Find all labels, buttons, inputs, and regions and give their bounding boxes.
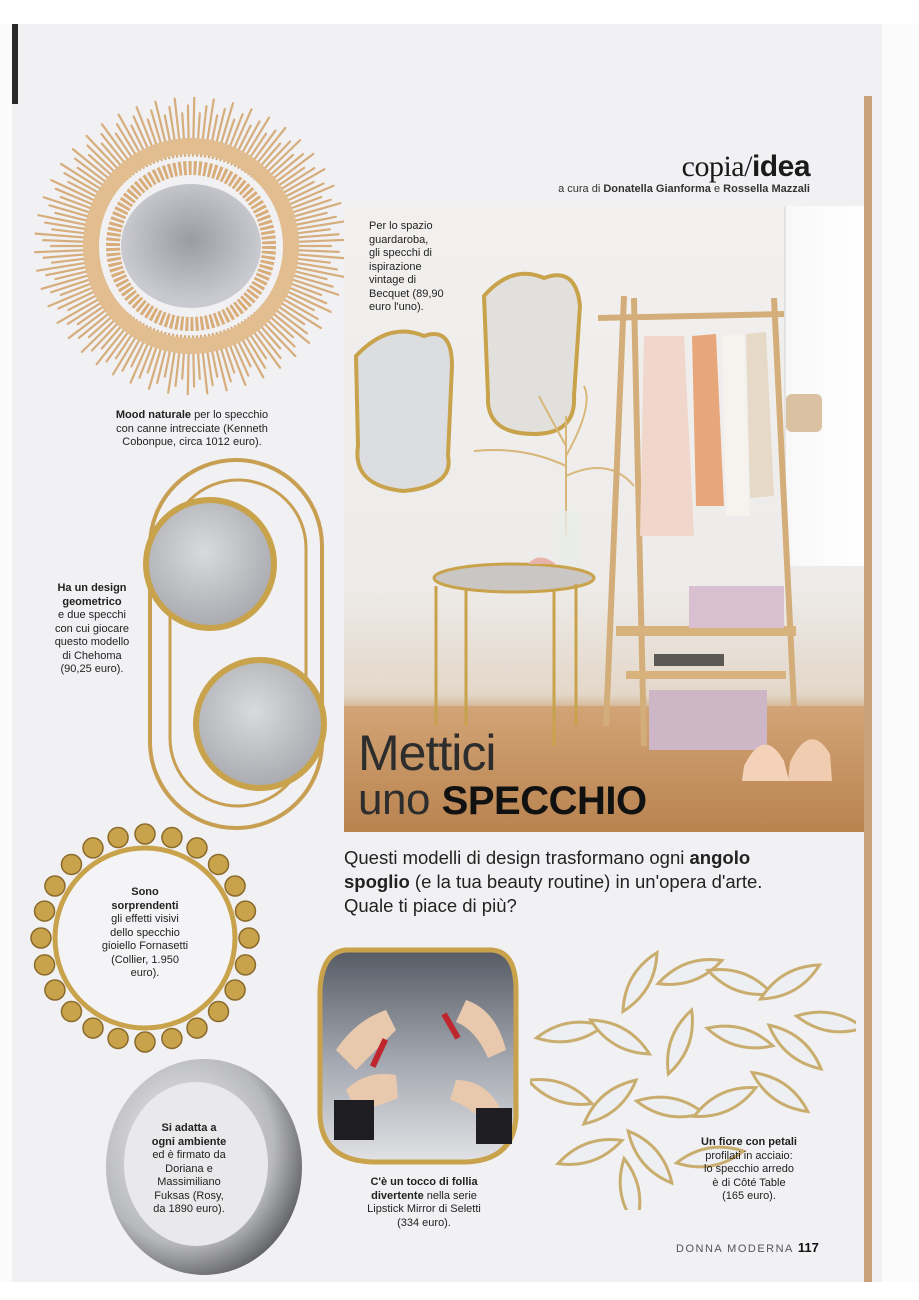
headline-bold: SPECCHIO — [441, 779, 647, 823]
author-1: Donatella Gianforma — [603, 183, 711, 195]
gold-bead — [31, 928, 51, 948]
footer-magazine-name: DONNA MODERNA — [676, 1243, 794, 1255]
caption-sunburst-line: con canne intrecciate (Kenneth — [116, 422, 268, 435]
gold-bead — [239, 928, 259, 948]
caption-fornasetti-line: gli effetti visivi — [111, 913, 179, 925]
gold-bead — [209, 854, 229, 874]
caption-geometric-line: e due specchi — [58, 609, 126, 621]
section-brand — [560, 150, 810, 184]
caption-wardrobe-line: ispirazione — [369, 260, 422, 273]
caption-fuksas — [134, 1122, 244, 1217]
caption-fornasetti-line: euro). — [130, 967, 160, 979]
caption-wardrobe-line: Per lo spazio — [369, 220, 433, 232]
caption-sunburst-line: per lo specchio — [194, 409, 269, 421]
geometric-mirror-image — [140, 456, 330, 834]
mirror-petal — [690, 1079, 759, 1124]
caption-geometric-line: questo modello — [54, 636, 130, 648]
intro-bold: angolo spoglio — [344, 847, 751, 892]
mirror-petal — [747, 1065, 813, 1119]
page-footer — [676, 1240, 819, 1255]
author-2: Rossella Mazzali — [723, 183, 810, 195]
caption-fornasetti-bold: Sono — [131, 886, 159, 898]
caption-wardrobe-line: Becquet (89,90 — [369, 287, 444, 300]
caption-fornasetti-line: (Collier, 1.950 — [111, 953, 179, 966]
page-edge — [864, 96, 872, 1282]
caption-seletti-line: (334 euro). — [397, 1216, 451, 1229]
mirror-petal — [795, 1007, 856, 1037]
caption-fornasetti-bold: sorprendenti — [111, 899, 179, 912]
gold-bead — [61, 854, 81, 874]
caption-geometric-bold: Ha un design — [57, 582, 127, 594]
intro-part-2: (e la tua beauty routine) in un'opera d'arte. Quale ti piace di più? — [344, 871, 763, 916]
caption-fuksas-line: ed è firmato da — [152, 1149, 226, 1161]
gold-bead — [225, 980, 245, 1000]
gold-bead — [35, 901, 55, 921]
gold-bead — [45, 876, 65, 896]
gold-bead — [162, 1028, 182, 1048]
caption-sunburst-line: Cobonpue, circa 1012 euro). — [122, 436, 262, 448]
caption-wardrobe-line: guardaroba, — [369, 233, 429, 246]
caption-fuksas-line: Massimiliano — [157, 1176, 221, 1188]
scan-margin-top — [0, 0, 919, 24]
credits-prefix: a cura di — [558, 183, 601, 195]
caption-seletti — [334, 1176, 514, 1230]
gold-bead — [225, 876, 245, 896]
caption-flower — [686, 1136, 812, 1204]
caption-geometric-line: di Chehoma — [62, 649, 122, 662]
caption-sunburst-bold: Mood naturale — [115, 409, 192, 421]
credits-line — [470, 183, 810, 195]
gold-bead — [187, 838, 207, 858]
caption-wardrobe — [369, 220, 449, 315]
gold-bead — [187, 1018, 207, 1038]
caption-fornasetti — [84, 886, 206, 981]
headline-line-2 — [358, 776, 647, 825]
gold-bead — [235, 955, 255, 975]
caption-wardrobe-line: vintage di — [369, 274, 417, 286]
caption-fuksas-line: Fuksas (Rosy, — [154, 1189, 224, 1202]
caption-flower-line: lo specchio arredo — [704, 1163, 794, 1175]
mirror-petal — [555, 1132, 625, 1172]
brand-bold: idea — [751, 150, 810, 183]
gold-bead — [135, 824, 155, 844]
scan-margin-bottom — [0, 1282, 919, 1300]
seletti-lipstick-mirror-image — [316, 940, 522, 1166]
caption-fornasetti-line: dello specchio — [110, 926, 180, 939]
mirror-petal — [586, 1012, 654, 1062]
caption-seletti-bold: divertente — [371, 1189, 424, 1202]
headline-light: uno — [358, 775, 430, 824]
caption-wardrobe-line: euro l'uno). — [369, 301, 424, 313]
gold-bead — [83, 1018, 103, 1038]
headline-line-1: Mettici — [358, 725, 496, 781]
caption-fuksas-bold: ogni ambiente — [151, 1135, 227, 1148]
mirror-petal — [660, 1007, 700, 1077]
credits-joiner: e — [713, 183, 721, 195]
mirror-petal — [615, 1157, 645, 1210]
caption-fuksas-line: da 1890 euro). — [153, 1203, 225, 1215]
intro-paragraph — [344, 846, 774, 918]
caption-fornasetti-line: gioiello Fornasetti — [101, 940, 189, 952]
gold-bead — [45, 980, 65, 1000]
caption-flower-line: profilati in acciaio: — [705, 1149, 793, 1162]
caption-sunburst — [80, 409, 304, 450]
gold-bead — [83, 838, 103, 858]
caption-flower-line: è di Côté Table — [712, 1176, 786, 1189]
caption-geometric-line: con cui giocare — [55, 622, 129, 635]
caption-geometric — [42, 582, 142, 677]
mirror-petal — [756, 957, 824, 1007]
caption-flower-bold: Un fiore con petali — [701, 1136, 797, 1148]
gold-bead — [108, 828, 128, 848]
caption-seletti-line: Lipstick Mirror di Seletti — [367, 1203, 481, 1215]
caption-geometric-line: (90,25 euro). — [60, 663, 124, 675]
mirror-petal — [615, 948, 665, 1016]
caption-seletti-bold: C'è un tocco di follia — [370, 1176, 478, 1188]
mirror-petal — [530, 1072, 595, 1112]
caption-geometric-bold: geometrico — [62, 595, 122, 608]
gold-bead — [61, 1002, 81, 1022]
gold-bead — [235, 901, 255, 921]
caption-fuksas-line: Doriana e — [165, 1162, 213, 1175]
mirror-petal — [705, 1020, 775, 1055]
gold-bead — [108, 1028, 128, 1048]
gold-bead — [162, 828, 182, 848]
caption-fuksas-bold: Si adatta a — [161, 1122, 217, 1134]
gold-bead — [35, 955, 55, 975]
caption-seletti-inline: nella serie — [426, 1189, 477, 1202]
intro-part-1: Questi modelli di design trasformano ogni — [344, 847, 685, 868]
footer-page-number: 117 — [797, 1240, 819, 1255]
gold-bead — [135, 1032, 155, 1052]
page-spine-shadow — [12, 24, 18, 104]
caption-flower-line: (165 euro). — [722, 1190, 776, 1202]
caption-wardrobe-line: gli specchi di — [369, 247, 432, 259]
sunburst-mirror-image — [18, 96, 364, 416]
brand-light: copia/ — [681, 150, 752, 183]
gold-bead — [209, 1002, 229, 1022]
